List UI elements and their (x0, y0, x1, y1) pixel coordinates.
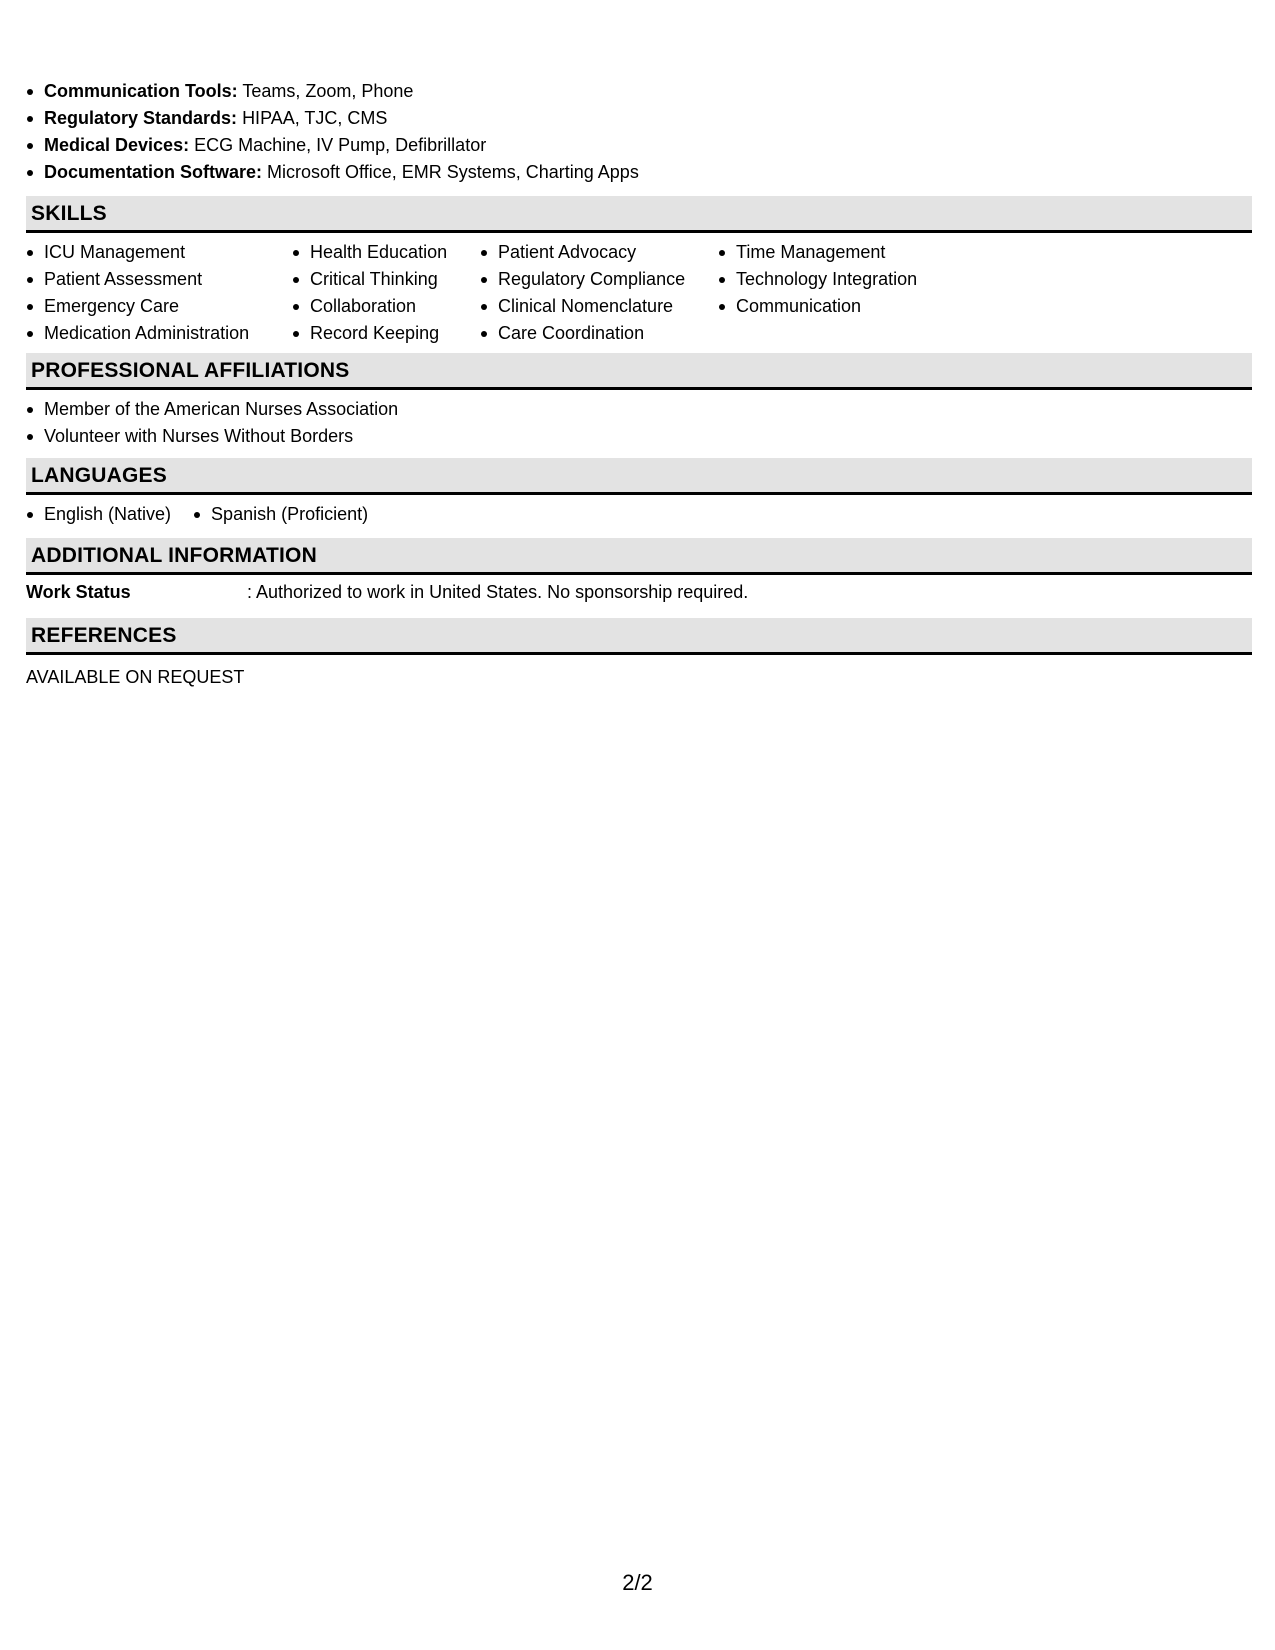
affiliations-heading: PROFESSIONAL AFFILIATIONS (26, 353, 1252, 390)
resume-page (26, 78, 1252, 691)
skills-column (718, 239, 978, 347)
tool-key: Communication Tools: (44, 81, 238, 101)
references-heading: REFERENCES (26, 618, 1252, 655)
list-item: Technology Integration (718, 266, 978, 293)
list-item: Care Coordination (480, 320, 718, 347)
list-item: Patient Assessment (26, 266, 292, 293)
skills-grid (26, 233, 1252, 353)
list-item: Communication (718, 293, 978, 320)
tool-key: Regulatory Standards: (44, 108, 238, 128)
list-item: Record Keeping (292, 320, 480, 347)
list-item: Health Education (292, 239, 480, 266)
list-item (26, 78, 1252, 105)
skills-column (480, 239, 718, 347)
list-item (26, 159, 1252, 186)
list-item: Clinical Nomenclature (480, 293, 718, 320)
tool-value: HIPAA, TJC, CMS (242, 108, 388, 128)
list-item: Collaboration (292, 293, 480, 320)
list-item: ICU Management (26, 239, 292, 266)
list-item: Critical Thinking (292, 266, 480, 293)
affiliations-list (26, 390, 1252, 458)
references-text: AVAILABLE ON REQUEST (26, 667, 245, 687)
list-item: Emergency Care (26, 293, 292, 320)
tool-key: Medical Devices: (44, 135, 190, 155)
tool-value: Microsoft Office, EMR Systems, Charting Apps (267, 162, 639, 182)
tool-key: Documentation Software: (44, 162, 263, 182)
skills-column (26, 239, 292, 347)
additional-info-heading: ADDITIONAL INFORMATION (26, 538, 1252, 575)
tool-value: ECG Machine, IV Pump, Defibrillator (194, 135, 487, 155)
list-item (26, 105, 1252, 132)
work-status-row (26, 575, 1252, 618)
work-status-value: : Authorized to work in United States. No sponsorship required. (247, 582, 749, 602)
page-number: 2/2 (622, 1570, 653, 1595)
list-item: Regulatory Compliance (480, 266, 718, 293)
list-item: Time Management (718, 239, 978, 266)
list-item: Medication Administration (26, 320, 292, 347)
work-status-label: Work Status (26, 582, 131, 602)
skills-column (292, 239, 480, 347)
list-item: Spanish (Proficient) (193, 501, 368, 528)
languages-heading: LANGUAGES (26, 458, 1252, 495)
list-item: Patient Advocacy (480, 239, 718, 266)
list-item: Member of the American Nurses Association (26, 396, 1252, 423)
tool-value: Teams, Zoom, Phone (242, 81, 414, 101)
list-item: Volunteer with Nurses Without Borders (26, 423, 1252, 450)
technical-tools-list (26, 78, 1252, 186)
list-item (26, 132, 1252, 159)
skills-heading: SKILLS (26, 196, 1252, 233)
languages-list (26, 495, 1252, 538)
list-item: English (Native) (26, 501, 171, 528)
